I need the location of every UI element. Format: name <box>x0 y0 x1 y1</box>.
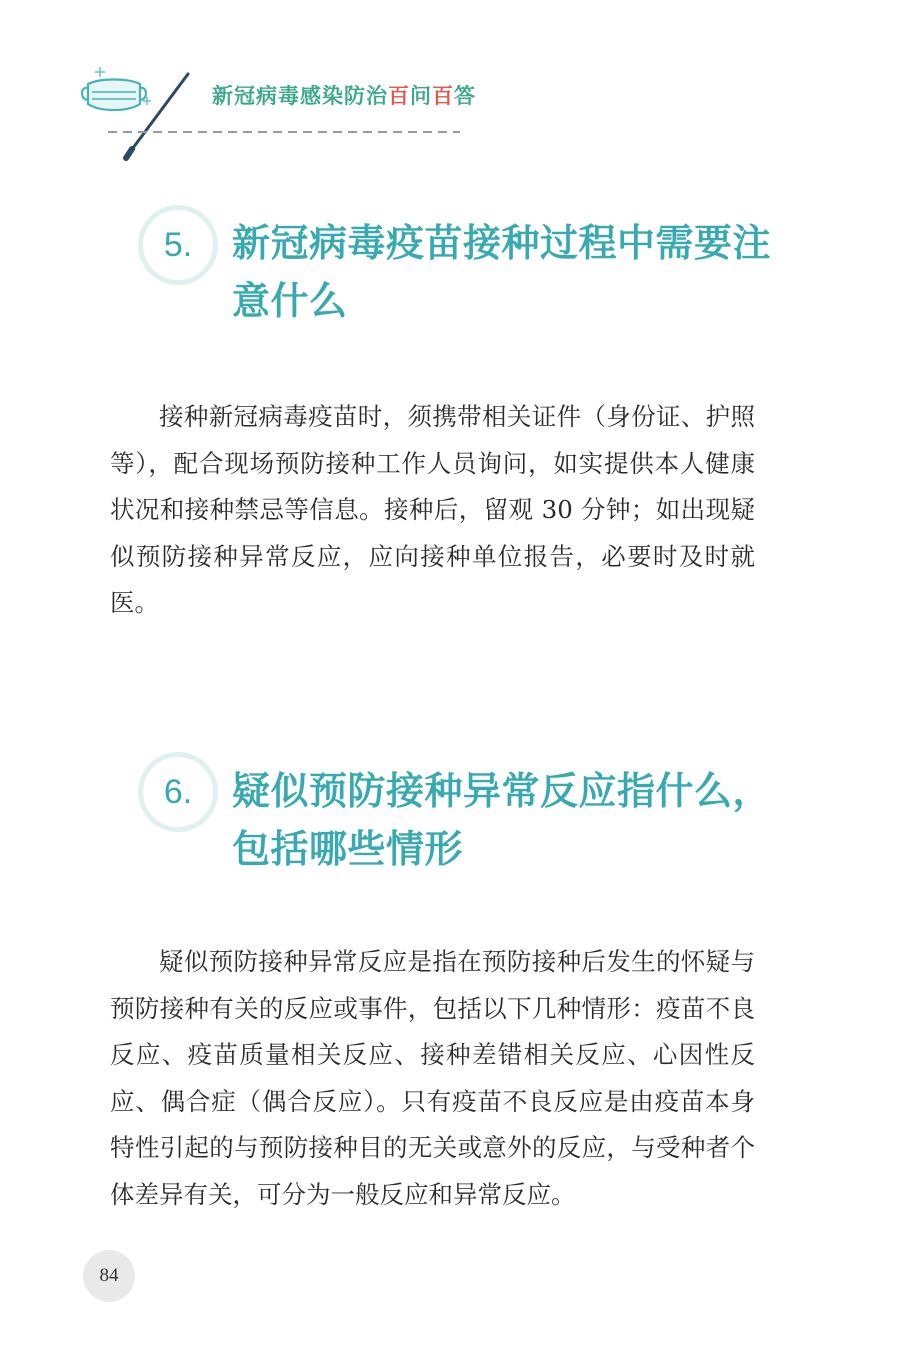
book-title-da: 答 <box>454 84 476 108</box>
page-number-text: 84 <box>99 1265 119 1286</box>
question-number: 5. <box>163 225 193 264</box>
book-title-bai-1: 百 <box>388 84 410 108</box>
book-title-wen: 问 <box>410 84 432 108</box>
mask-icon <box>82 80 146 111</box>
question-number: 6. <box>163 772 193 811</box>
page-header <box>0 0 900 170</box>
book-title-bai-2: 百 <box>432 84 454 108</box>
answer-paragraph: 疑似预防接种异常反应是指在预防接种后发生的怀疑与预防接种有关的反应或事件，包括以下几种情形：疫苗不良反应、疫苗质量相关反应、接种差错相关反应、心因性反应、偶合症（偶合反应）。只有疫苗不良反应是由疫苗本身特性引起的与预防接种目的无关或意外的反应，与受种者个体差异有关，可分为一般反应和异常反应。 <box>110 947 755 1209</box>
question-number-badge <box>138 752 218 832</box>
question-title: 新冠病毒疫苗接种过程中需要注意什么 <box>232 221 772 323</box>
book-title-main: 新冠病毒感染防治 <box>212 84 388 108</box>
page-number <box>83 1250 135 1302</box>
question-title: 疑似预防接种异常反应指什么，包括哪些情形 <box>232 769 772 871</box>
question-number-badge <box>138 205 218 285</box>
answer-paragraph: 接种新冠病毒疫苗时，须携带相关证件（身份证、护照等），配合现场预防接种工作人员询问，如实提供本人健康状况和接种禁忌等信息。接种后，留观 30 分钟；如出现疑似预防接种异常反应，应向接种单位报告，必要时及时就医。 <box>110 402 755 617</box>
book-title <box>212 80 476 110</box>
